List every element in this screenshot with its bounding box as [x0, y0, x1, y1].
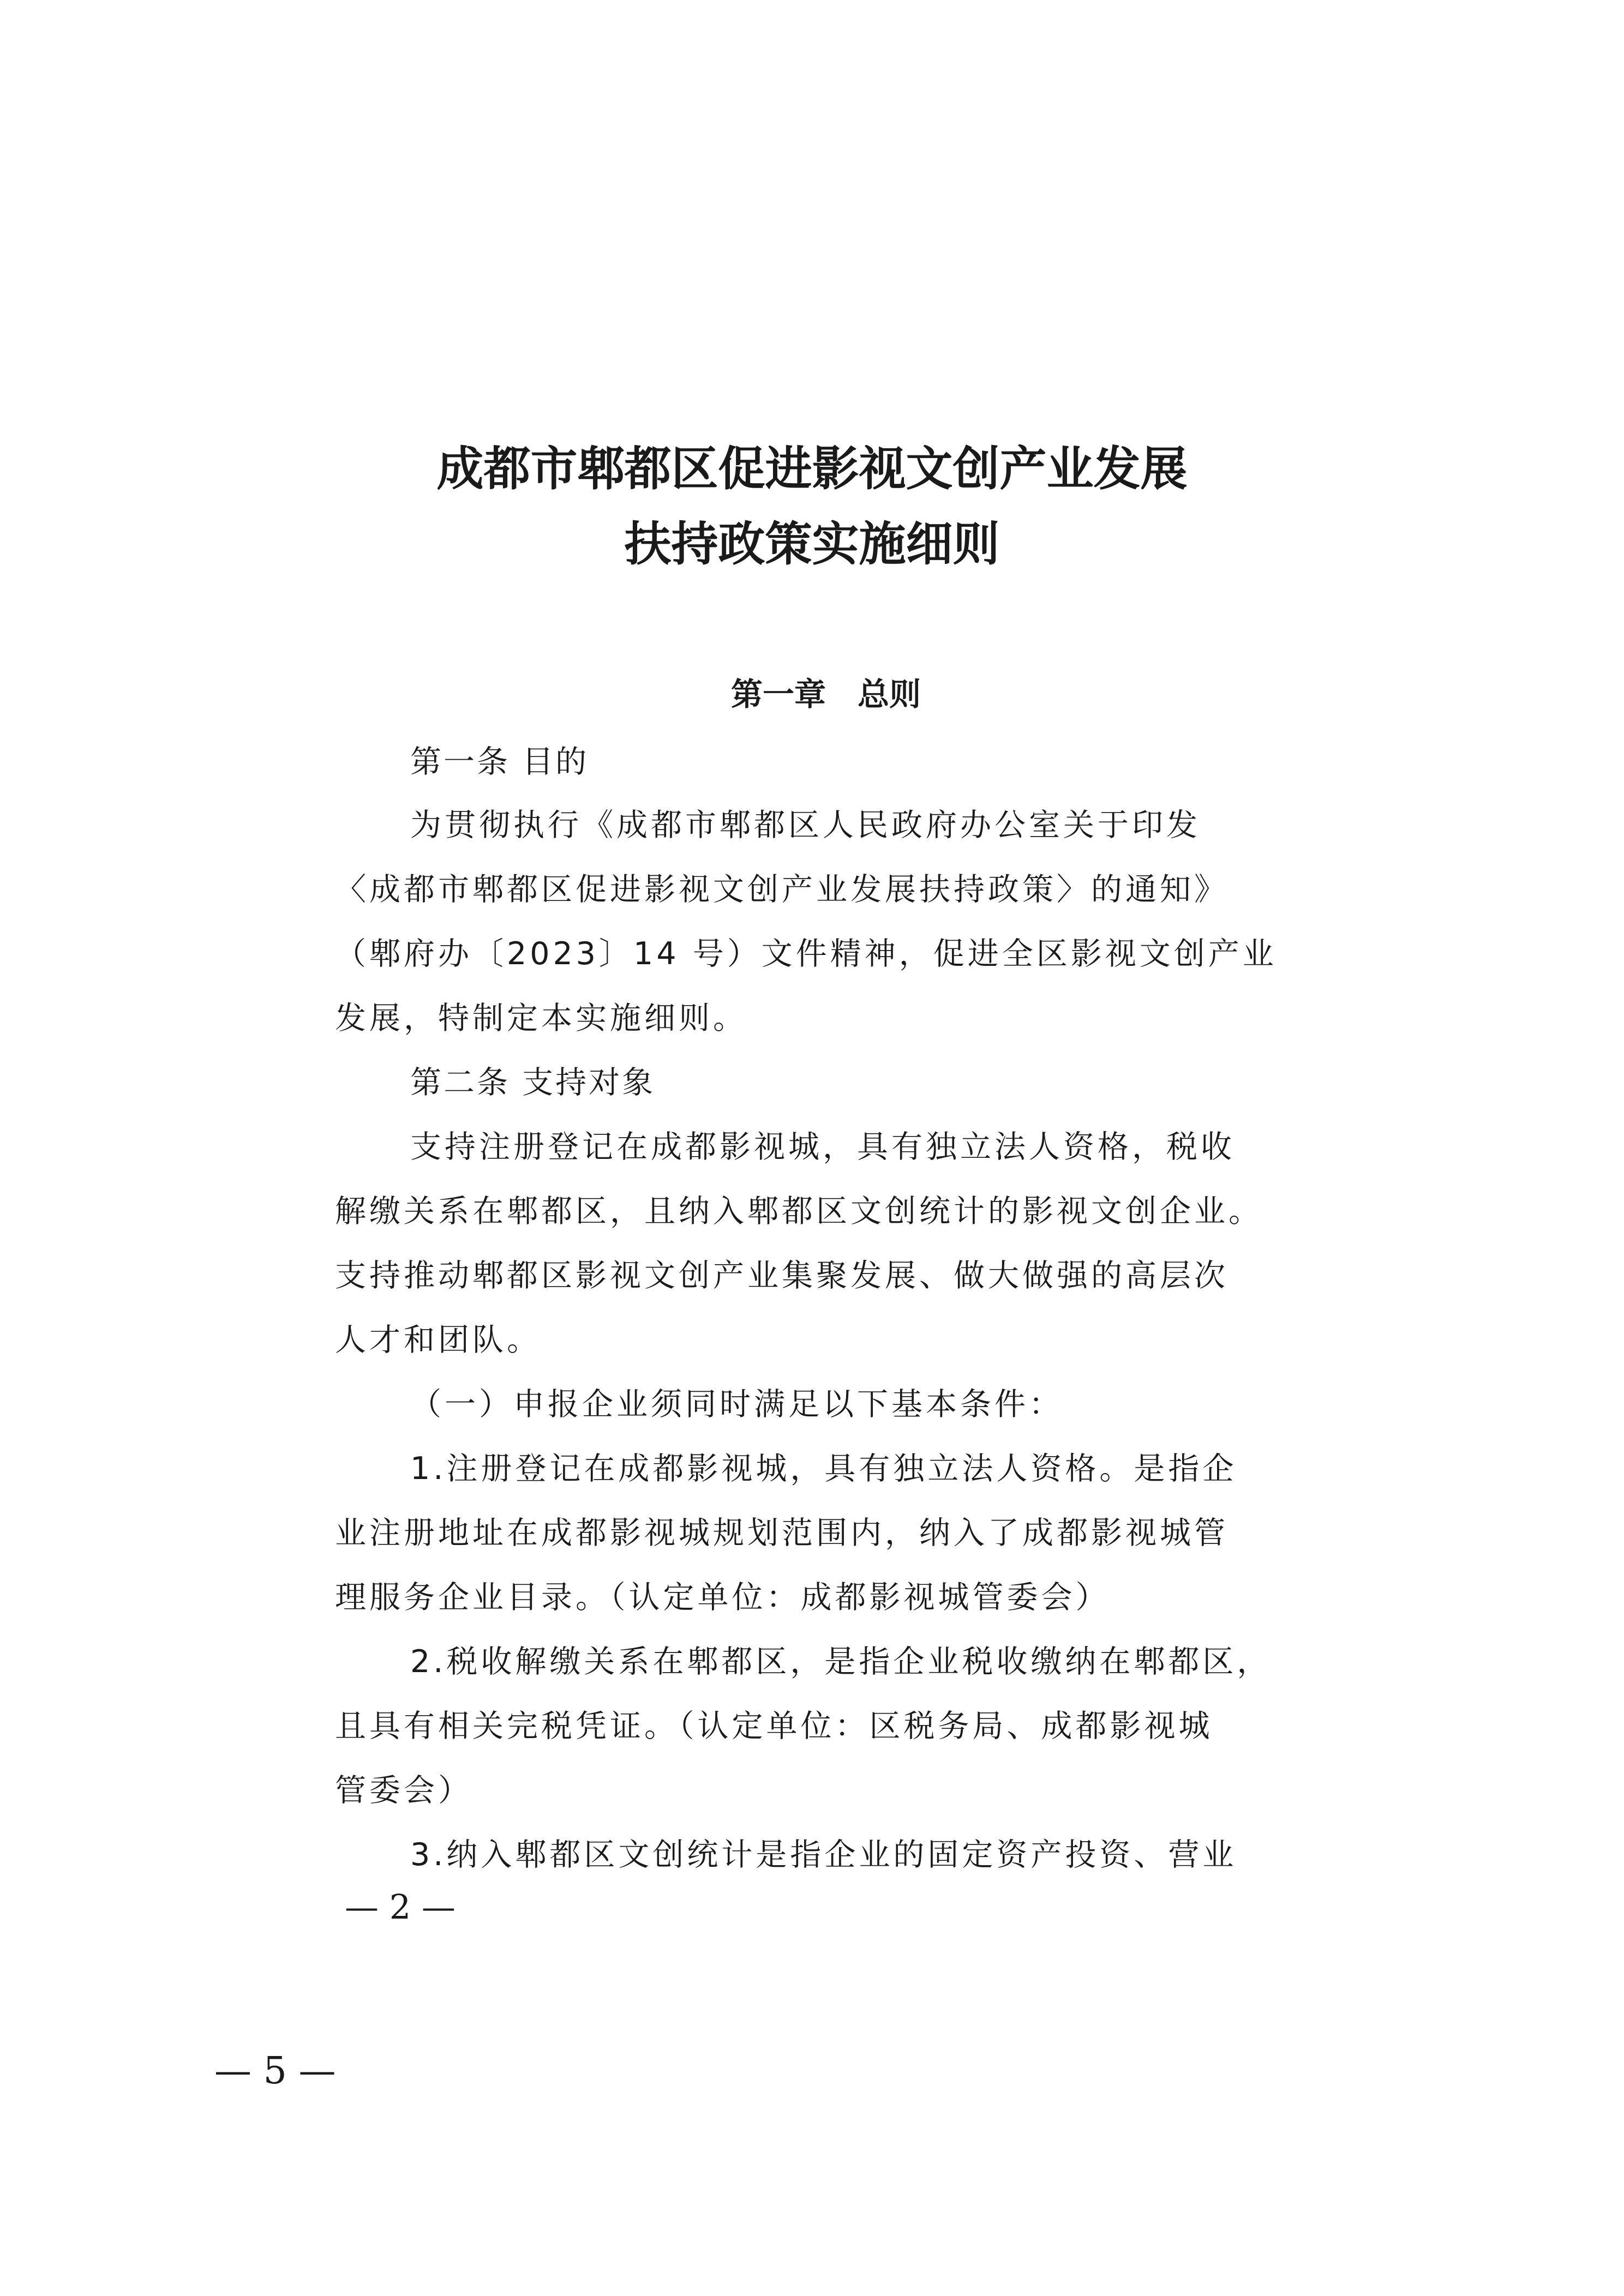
- document-title-line-1: 成都市郫都区促进影视文创产业发展: [436, 441, 1188, 496]
- item-2-line: 管委会）: [335, 1772, 472, 1808]
- section-1-heading: （一）申报企业须同时满足以下基本条件：: [410, 1386, 1063, 1422]
- article-1-heading: 第一条 目的: [410, 744, 589, 780]
- article-1-line: 〈成都市郫都区促进影视文创产业发展扶持政策〉的通知》: [335, 871, 1229, 907]
- item-1-line: 1.注册登记在成都影视城，具有独立法人资格。是指企: [410, 1451, 1237, 1487]
- inner-page-number: — 2 —: [345, 1887, 456, 1927]
- item-2-line: 且具有相关完税凭证。（认定单位：区税务局、成都影视城: [335, 1708, 1213, 1744]
- item-1-line: 业注册地址在成都影视城规划范围内，纳入了成都影视城管: [335, 1515, 1229, 1551]
- item-2-line: 2.税收解缴关系在郫都区，是指企业税收缴纳在郫都区，: [410, 1644, 1272, 1680]
- article-1-line: （郫府办〔2023〕14 号）文件精神，促进全区影视文创产业: [335, 936, 1277, 972]
- article-2-line: 支持推动郫都区影视文创产业集聚发展、做大做强的高层次: [335, 1258, 1229, 1294]
- item-1-line: 理服务企业目录。（认定单位：成都影视城管委会）: [335, 1579, 1110, 1615]
- chapter-heading: 第一章 总则: [731, 676, 921, 713]
- document-title-line-2: 扶持政策实施细则: [624, 516, 1000, 572]
- item-3-line: 3.纳入郫都区文创统计是指企业的固定资产投资、营业: [410, 1837, 1237, 1873]
- article-2-line: 支持注册登记在成都影视城，具有独立法人资格，税收: [410, 1129, 1235, 1165]
- outer-page-number: — 5 —: [214, 2049, 336, 2093]
- article-2-line: 解缴关系在郫都区，且纳入郫都区文创统计的影视文创企业。: [335, 1193, 1263, 1229]
- article-1-line: 为贯彻执行《成都市郫都区人民政府办公室关于印发: [410, 807, 1201, 843]
- article-1-line: 发展，特制定本实施细则。: [335, 1000, 747, 1036]
- article-2-heading: 第二条 支持对象: [410, 1065, 656, 1101]
- article-2-line: 人才和团队。: [335, 1322, 541, 1358]
